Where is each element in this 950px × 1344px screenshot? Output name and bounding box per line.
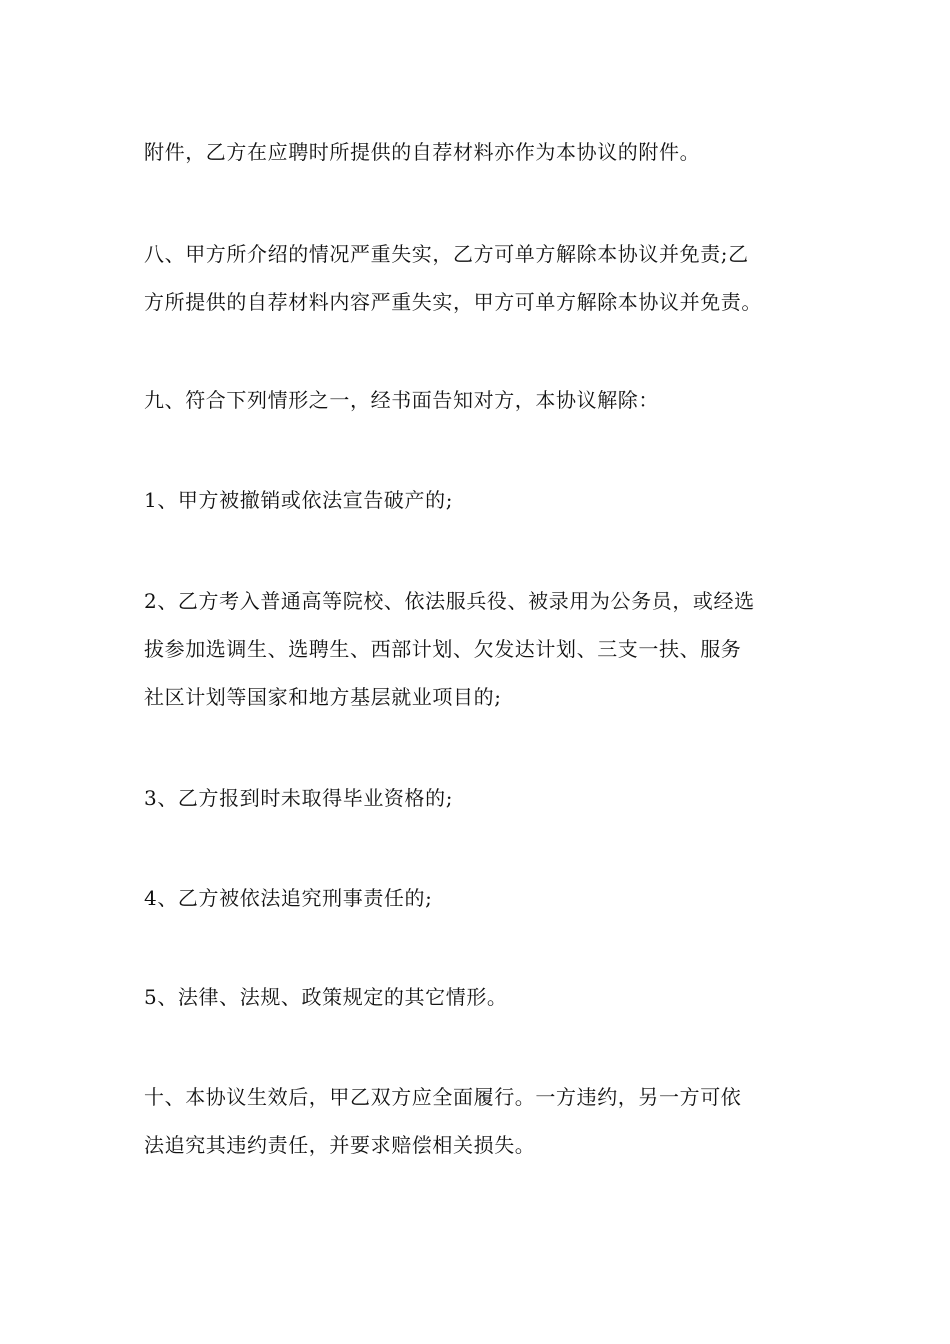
paragraph-clause-10	[144, 1073, 814, 1169]
text-line: 法追究其违约责任，并要求赔偿相关损失。	[144, 1133, 536, 1157]
paragraph-clause-9	[144, 376, 814, 424]
text-line: 5、法律、法规、政策规定的其它情形。	[144, 985, 508, 1009]
text-line: 社区计划等国家和地方基层就业项目的;	[144, 685, 502, 709]
text-line: 4、乙方被依法追究刑事责任的;	[144, 886, 433, 910]
paragraph-attachment	[144, 128, 814, 176]
paragraph-item-4	[144, 874, 814, 922]
text-line: 九、符合下列情形之一，经书面告知对方，本协议解除：	[144, 388, 659, 412]
text-line: 十、本协议生效后，甲乙双方应全面履行。一方违约，另一方可依	[144, 1085, 742, 1109]
text-line: 方所提供的自荐材料内容严重失实，甲方可单方解除本协议并免责。	[144, 290, 762, 314]
paragraph-item-1	[144, 476, 814, 524]
paragraph-item-3	[144, 774, 814, 822]
text-line: 2、乙方考入普通高等院校、依法服兵役、被录用为公务员，或经选	[144, 589, 755, 613]
paragraph-item-2	[144, 577, 814, 721]
text-line: 1、甲方被撤销或依法宣告破产的;	[144, 488, 454, 512]
paragraph-item-5	[144, 973, 814, 1021]
text-line: 八、甲方所介绍的情况严重失实，乙方可单方解除本协议并免责;乙	[144, 242, 749, 266]
text-line: 3、乙方报到时未取得毕业资格的;	[144, 786, 454, 810]
paragraph-clause-8	[144, 230, 814, 326]
text-line: 拔参加选调生、选聘生、西部计划、欠发达计划、三支一扶、服务	[144, 637, 742, 661]
text-line: 附件，乙方在应聘时所提供的自荐材料亦作为本协议的附件。	[144, 140, 701, 164]
